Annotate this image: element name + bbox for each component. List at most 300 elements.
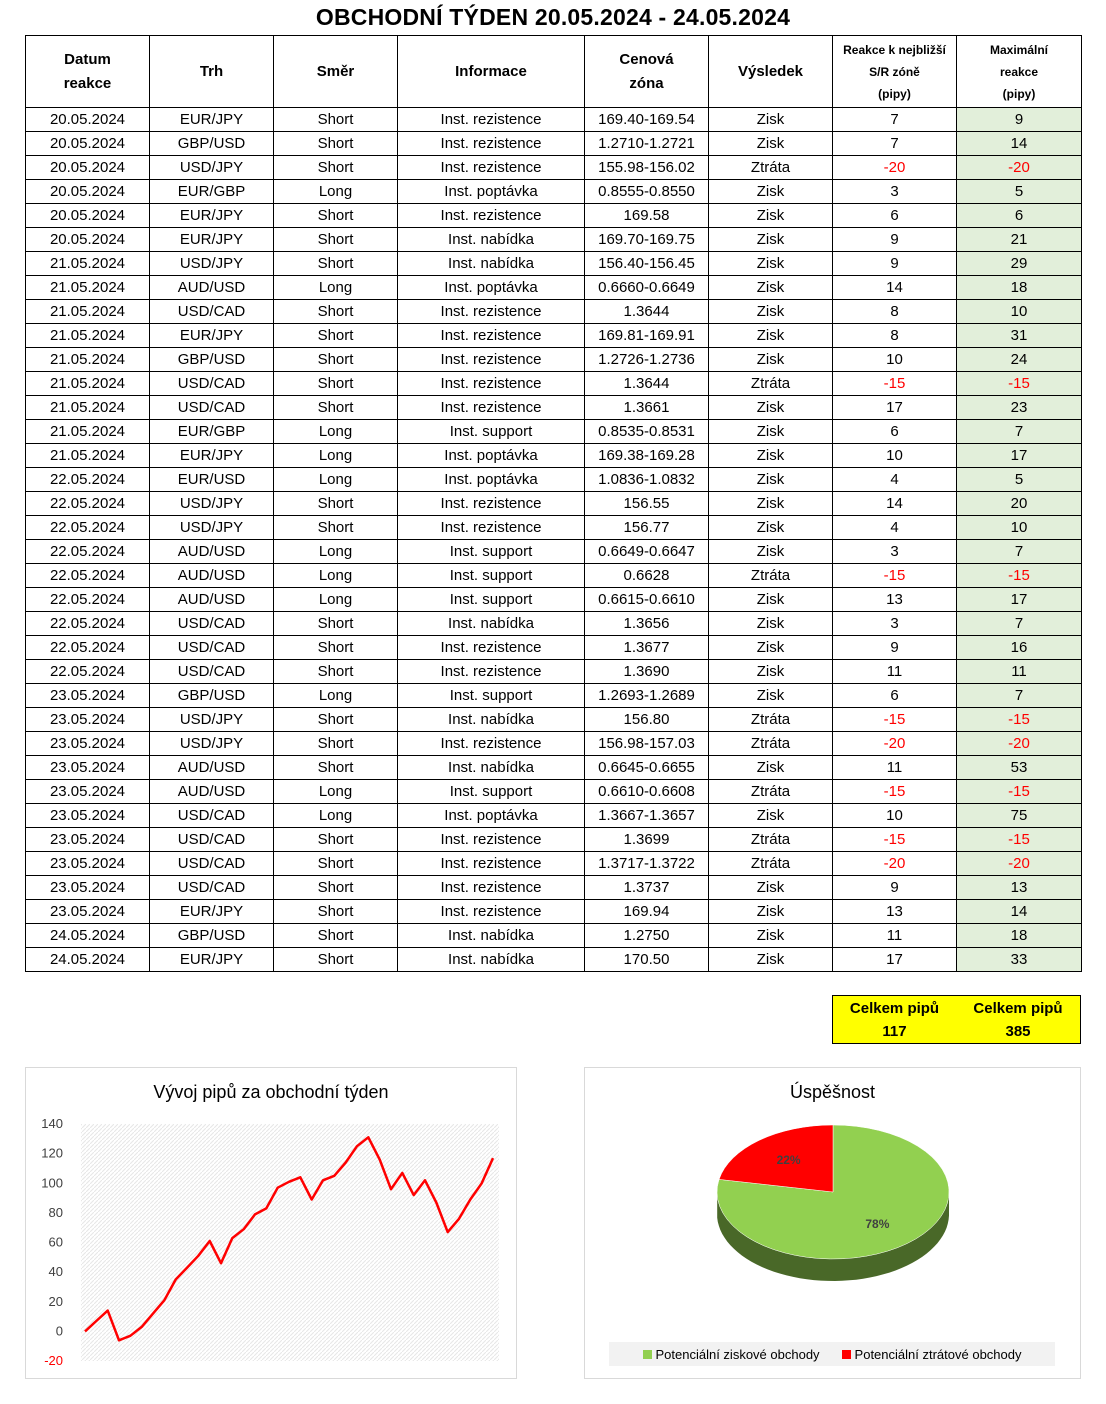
- cell-result: Zisk: [709, 108, 833, 132]
- cell-date: 22.05.2024: [26, 588, 150, 612]
- cell-max-reaction: -15: [957, 828, 1082, 852]
- y-tick-label: 60: [48, 1234, 63, 1250]
- cell-info: Inst. rezistence: [398, 900, 585, 924]
- cell-market: USD/JPY: [150, 492, 274, 516]
- cell-market: AUD/USD: [150, 564, 274, 588]
- header-market: Trh: [150, 36, 274, 108]
- cell-info: Inst. poptávka: [398, 276, 585, 300]
- cell-date: 21.05.2024: [26, 276, 150, 300]
- cell-result: Zisk: [709, 444, 833, 468]
- cell-zone: 156.77: [585, 516, 709, 540]
- cell-info: Inst. nabídka: [398, 252, 585, 276]
- cell-result: Zisk: [709, 132, 833, 156]
- cell-result: Zisk: [709, 492, 833, 516]
- cell-zone: 0.6645-0.6655: [585, 756, 709, 780]
- cell-direction: Short: [274, 828, 398, 852]
- cell-zone: 169.40-169.54: [585, 108, 709, 132]
- cell-max-reaction: 20: [957, 492, 1082, 516]
- cell-reaction: -15: [833, 708, 957, 732]
- table-row: [26, 300, 1082, 324]
- table-row: [26, 780, 1082, 804]
- cell-date: 21.05.2024: [26, 420, 150, 444]
- cell-date: 23.05.2024: [26, 732, 150, 756]
- cell-reaction: -20: [833, 852, 957, 876]
- cell-result: Ztráta: [709, 780, 833, 804]
- header-max-reaction: Maximální reakce (pipy): [957, 36, 1082, 108]
- line-chart-svg: [26, 1068, 518, 1380]
- line-chart: [25, 1067, 517, 1379]
- cell-market: GBP/USD: [150, 684, 274, 708]
- cell-max-reaction: 23: [957, 396, 1082, 420]
- cell-date: 21.05.2024: [26, 444, 150, 468]
- cell-reaction: 14: [833, 492, 957, 516]
- cell-zone: 1.3644: [585, 372, 709, 396]
- cell-zone: 0.6649-0.6647: [585, 540, 709, 564]
- cell-result: Zisk: [709, 228, 833, 252]
- total-reaction-label: Celkem pipů: [849, 1000, 940, 1017]
- cell-result: Zisk: [709, 252, 833, 276]
- cell-market: AUD/USD: [150, 756, 274, 780]
- cell-date: 23.05.2024: [26, 900, 150, 924]
- cell-info: Inst. support: [398, 540, 585, 564]
- cell-max-reaction: -15: [957, 780, 1082, 804]
- cell-max-reaction: -20: [957, 732, 1082, 756]
- table-row: [26, 900, 1082, 924]
- cell-max-reaction: 13: [957, 876, 1082, 900]
- cell-direction: Long: [274, 588, 398, 612]
- cell-max-reaction: 29: [957, 252, 1082, 276]
- cell-max-reaction: -20: [957, 156, 1082, 180]
- table-row: [26, 228, 1082, 252]
- cell-date: 20.05.2024: [26, 204, 150, 228]
- cell-info: Inst. support: [398, 564, 585, 588]
- y-tick-label: 120: [41, 1145, 63, 1161]
- pie-chart-svg: [585, 1068, 1082, 1380]
- cell-direction: Short: [274, 708, 398, 732]
- cell-max-reaction: 14: [957, 132, 1082, 156]
- cell-result: Zisk: [709, 420, 833, 444]
- cell-market: USD/CAD: [150, 660, 274, 684]
- cell-market: EUR/JPY: [150, 948, 274, 972]
- cell-direction: Long: [274, 564, 398, 588]
- cell-max-reaction: 18: [957, 276, 1082, 300]
- cell-info: Inst. rezistence: [398, 132, 585, 156]
- cell-market: USD/JPY: [150, 516, 274, 540]
- cell-zone: 169.58: [585, 204, 709, 228]
- cell-result: Zisk: [709, 180, 833, 204]
- header-row: [26, 36, 1082, 108]
- cell-reaction: 4: [833, 468, 957, 492]
- cell-info: Inst. rezistence: [398, 396, 585, 420]
- cell-direction: Long: [274, 468, 398, 492]
- header-date: Datum reakce: [26, 36, 150, 108]
- cell-market: EUR/JPY: [150, 900, 274, 924]
- table-row: [26, 252, 1082, 276]
- cell-result: Zisk: [709, 684, 833, 708]
- table-row: [26, 756, 1082, 780]
- cell-result: Zisk: [709, 876, 833, 900]
- cell-reaction: 6: [833, 204, 957, 228]
- cell-market: EUR/JPY: [150, 228, 274, 252]
- cell-max-reaction: -20: [957, 852, 1082, 876]
- table-row: [26, 612, 1082, 636]
- cell-info: Inst. nabídka: [398, 756, 585, 780]
- cell-reaction: 10: [833, 444, 957, 468]
- cell-max-reaction: 10: [957, 300, 1082, 324]
- y-tick-label: 40: [48, 1264, 63, 1280]
- cell-zone: 170.50: [585, 948, 709, 972]
- cell-date: 22.05.2024: [26, 660, 150, 684]
- cell-result: Zisk: [709, 924, 833, 948]
- cell-zone: 0.6660-0.6649: [585, 276, 709, 300]
- cell-market: EUR/GBP: [150, 180, 274, 204]
- cell-zone: 1.2710-1.2721: [585, 132, 709, 156]
- cell-info: Inst. support: [398, 588, 585, 612]
- cell-info: Inst. rezistence: [398, 828, 585, 852]
- cell-direction: Short: [274, 516, 398, 540]
- header-zone: Cenová zóna: [585, 36, 709, 108]
- header-direction: Směr: [274, 36, 398, 108]
- table-row: [26, 444, 1082, 468]
- cell-max-reaction: 24: [957, 348, 1082, 372]
- cell-result: Ztráta: [709, 708, 833, 732]
- cell-direction: Short: [274, 876, 398, 900]
- cell-max-reaction: 17: [957, 444, 1082, 468]
- y-tick-label: 20: [48, 1293, 63, 1309]
- table-row: [26, 852, 1082, 876]
- y-tick-label: 140: [41, 1116, 63, 1131]
- cell-result: Zisk: [709, 276, 833, 300]
- cell-result: Ztráta: [709, 828, 833, 852]
- cell-zone: 1.2693-1.2689: [585, 684, 709, 708]
- cell-zone: 1.3690: [585, 660, 709, 684]
- cell-info: Inst. nabídka: [398, 924, 585, 948]
- cell-info: Inst. nabídka: [398, 948, 585, 972]
- cell-reaction: -15: [833, 780, 957, 804]
- cell-reaction: -20: [833, 156, 957, 180]
- cell-result: Zisk: [709, 660, 833, 684]
- total-reaction-value: 117: [882, 1023, 907, 1040]
- cell-direction: Short: [274, 228, 398, 252]
- table-row: [26, 180, 1082, 204]
- cell-reaction: 9: [833, 252, 957, 276]
- pie-label-loss: 22%: [776, 1153, 801, 1167]
- table-row: [26, 804, 1082, 828]
- cell-market: EUR/JPY: [150, 204, 274, 228]
- cell-max-reaction: 5: [957, 180, 1082, 204]
- legend-label-win: Potenciální ziskové obchody: [655, 1346, 820, 1362]
- cell-market: EUR/JPY: [150, 324, 274, 348]
- cell-reaction: 9: [833, 876, 957, 900]
- cell-result: Zisk: [709, 468, 833, 492]
- cell-info: Inst. poptávka: [398, 804, 585, 828]
- cell-market: USD/CAD: [150, 828, 274, 852]
- cell-result: Ztráta: [709, 564, 833, 588]
- cell-market: AUD/USD: [150, 780, 274, 804]
- cell-max-reaction: 9: [957, 108, 1082, 132]
- cell-info: Inst. nabídka: [398, 228, 585, 252]
- cell-result: Zisk: [709, 588, 833, 612]
- cell-market: USD/CAD: [150, 804, 274, 828]
- cell-reaction: 8: [833, 324, 957, 348]
- pie-legend: [609, 1342, 1055, 1366]
- cell-direction: Short: [274, 324, 398, 348]
- cell-date: 23.05.2024: [26, 828, 150, 852]
- table-row: [26, 684, 1082, 708]
- cell-result: Zisk: [709, 540, 833, 564]
- cell-info: Inst. rezistence: [398, 372, 585, 396]
- cell-max-reaction: 6: [957, 204, 1082, 228]
- cell-direction: Short: [274, 300, 398, 324]
- cell-date: 21.05.2024: [26, 300, 150, 324]
- cell-date: 20.05.2024: [26, 132, 150, 156]
- table-row: [26, 876, 1082, 900]
- cell-market: USD/CAD: [150, 852, 274, 876]
- cell-reaction: 3: [833, 180, 957, 204]
- table-row: [26, 132, 1082, 156]
- table-row: [26, 276, 1082, 300]
- cell-direction: Long: [274, 684, 398, 708]
- table-row: [26, 348, 1082, 372]
- cell-result: Zisk: [709, 636, 833, 660]
- cell-max-reaction: 53: [957, 756, 1082, 780]
- cell-zone: 0.8535-0.8531: [585, 420, 709, 444]
- cell-max-reaction: 18: [957, 924, 1082, 948]
- legend-item-loss: [842, 1347, 1022, 1362]
- table-row: [26, 516, 1082, 540]
- cell-date: 20.05.2024: [26, 180, 150, 204]
- y-tick-label: 0: [55, 1323, 63, 1339]
- total-max-label: Celkem pipů: [973, 1000, 1063, 1017]
- cell-info: Inst. support: [398, 420, 585, 444]
- y-tick-label: 100: [41, 1175, 63, 1191]
- cell-date: 21.05.2024: [26, 252, 150, 276]
- cell-reaction: -15: [833, 828, 957, 852]
- cell-result: Zisk: [709, 756, 833, 780]
- cell-direction: Long: [274, 276, 398, 300]
- cell-zone: 0.8555-0.8550: [585, 180, 709, 204]
- cell-info: Inst. poptávka: [398, 468, 585, 492]
- cell-date: 21.05.2024: [26, 396, 150, 420]
- cell-market: USD/CAD: [150, 300, 274, 324]
- cell-market: USD/JPY: [150, 708, 274, 732]
- cell-zone: 1.3656: [585, 612, 709, 636]
- cell-reaction: 13: [833, 588, 957, 612]
- table-row: [26, 708, 1082, 732]
- cell-info: Inst. rezistence: [398, 324, 585, 348]
- cell-result: Zisk: [709, 204, 833, 228]
- cell-info: Inst. rezistence: [398, 204, 585, 228]
- cell-direction: Short: [274, 852, 398, 876]
- cell-reaction: 17: [833, 948, 957, 972]
- cell-max-reaction: 31: [957, 324, 1082, 348]
- cell-market: AUD/USD: [150, 540, 274, 564]
- cell-direction: Short: [274, 132, 398, 156]
- cell-zone: 1.3644: [585, 300, 709, 324]
- cell-date: 22.05.2024: [26, 636, 150, 660]
- cell-max-reaction: 7: [957, 420, 1082, 444]
- cell-market: EUR/JPY: [150, 108, 274, 132]
- cell-zone: 156.80: [585, 708, 709, 732]
- cell-date: 22.05.2024: [26, 540, 150, 564]
- table-row: [26, 396, 1082, 420]
- cell-max-reaction: -15: [957, 564, 1082, 588]
- cell-info: Inst. rezistence: [398, 876, 585, 900]
- cell-reaction: -20: [833, 732, 957, 756]
- cell-info: Inst. rezistence: [398, 732, 585, 756]
- cell-info: Inst. rezistence: [398, 660, 585, 684]
- cell-market: USD/JPY: [150, 156, 274, 180]
- total-reaction-box: [832, 995, 957, 1044]
- cell-zone: 1.2726-1.2736: [585, 348, 709, 372]
- cell-reaction: 14: [833, 276, 957, 300]
- cell-max-reaction: 21: [957, 228, 1082, 252]
- cell-reaction: 11: [833, 924, 957, 948]
- cell-info: Inst. rezistence: [398, 108, 585, 132]
- cell-date: 21.05.2024: [26, 372, 150, 396]
- table-row: [26, 924, 1082, 948]
- cell-reaction: 11: [833, 660, 957, 684]
- cell-reaction: 7: [833, 132, 957, 156]
- cell-date: 20.05.2024: [26, 108, 150, 132]
- cell-direction: Long: [274, 420, 398, 444]
- legend-label-loss: Potenciální ztrátové obchody: [854, 1346, 1022, 1362]
- cell-date: 22.05.2024: [26, 612, 150, 636]
- cell-max-reaction: 33: [957, 948, 1082, 972]
- cell-date: 23.05.2024: [26, 804, 150, 828]
- cell-info: Inst. nabídka: [398, 612, 585, 636]
- cell-direction: Short: [274, 204, 398, 228]
- cell-reaction: 4: [833, 516, 957, 540]
- cell-market: USD/CAD: [150, 612, 274, 636]
- cell-market: USD/CAD: [150, 372, 274, 396]
- cell-direction: Short: [274, 396, 398, 420]
- cell-zone: 156.40-156.45: [585, 252, 709, 276]
- table-row: [26, 948, 1082, 972]
- cell-zone: 1.3677: [585, 636, 709, 660]
- cell-reaction: 17: [833, 396, 957, 420]
- cell-date: 23.05.2024: [26, 780, 150, 804]
- cell-info: Inst. support: [398, 780, 585, 804]
- cell-info: Inst. rezistence: [398, 516, 585, 540]
- table-row: [26, 372, 1082, 396]
- cell-direction: Short: [274, 492, 398, 516]
- table-row: [26, 108, 1082, 132]
- cell-max-reaction: -15: [957, 372, 1082, 396]
- cell-reaction: -15: [833, 564, 957, 588]
- cell-max-reaction: 7: [957, 612, 1082, 636]
- pie-label-win: 78%: [865, 1217, 890, 1231]
- cell-market: GBP/USD: [150, 132, 274, 156]
- cell-market: EUR/USD: [150, 468, 274, 492]
- cell-zone: 1.3661: [585, 396, 709, 420]
- cell-reaction: -15: [833, 372, 957, 396]
- cell-info: Inst. support: [398, 684, 585, 708]
- table-row: [26, 156, 1082, 180]
- table-row: [26, 660, 1082, 684]
- table-row: [26, 588, 1082, 612]
- cell-date: 22.05.2024: [26, 516, 150, 540]
- table-row: [26, 420, 1082, 444]
- cell-direction: Short: [274, 348, 398, 372]
- cell-reaction: 11: [833, 756, 957, 780]
- y-tick-label: 80: [48, 1204, 63, 1220]
- table-row: [26, 468, 1082, 492]
- cell-max-reaction: 16: [957, 636, 1082, 660]
- total-max-box: [956, 995, 1081, 1044]
- cell-info: Inst. rezistence: [398, 348, 585, 372]
- cell-reaction: 13: [833, 900, 957, 924]
- table-body: [26, 108, 1082, 972]
- cell-result: Zisk: [709, 324, 833, 348]
- cell-direction: Long: [274, 804, 398, 828]
- cell-zone: 169.38-169.28: [585, 444, 709, 468]
- cell-max-reaction: 7: [957, 540, 1082, 564]
- table-row: [26, 492, 1082, 516]
- header-result: Výsledek: [709, 36, 833, 108]
- cell-zone: 156.98-157.03: [585, 732, 709, 756]
- cell-reaction: 3: [833, 612, 957, 636]
- cell-market: USD/CAD: [150, 876, 274, 900]
- cell-info: Inst. rezistence: [398, 492, 585, 516]
- cell-zone: 1.3737: [585, 876, 709, 900]
- cell-reaction: 9: [833, 228, 957, 252]
- cell-date: 21.05.2024: [26, 348, 150, 372]
- cell-date: 22.05.2024: [26, 564, 150, 588]
- cell-reaction: 3: [833, 540, 957, 564]
- pie-chart: [584, 1067, 1081, 1379]
- cell-market: AUD/USD: [150, 588, 274, 612]
- cell-max-reaction: 75: [957, 804, 1082, 828]
- cell-reaction: 6: [833, 420, 957, 444]
- cell-info: Inst. poptávka: [398, 444, 585, 468]
- cell-zone: 1.3667-1.3657: [585, 804, 709, 828]
- cell-zone: 156.55: [585, 492, 709, 516]
- cell-info: Inst. rezistence: [398, 300, 585, 324]
- cell-date: 23.05.2024: [26, 708, 150, 732]
- cell-zone: 0.6610-0.6608: [585, 780, 709, 804]
- cell-direction: Short: [274, 636, 398, 660]
- cell-zone: 1.0836-1.0832: [585, 468, 709, 492]
- cell-zone: 169.81-169.91: [585, 324, 709, 348]
- cell-date: 23.05.2024: [26, 876, 150, 900]
- cell-market: AUD/USD: [150, 276, 274, 300]
- cell-date: 24.05.2024: [26, 948, 150, 972]
- cell-direction: Short: [274, 660, 398, 684]
- cell-result: Zisk: [709, 300, 833, 324]
- table-row: [26, 732, 1082, 756]
- cell-zone: 169.70-169.75: [585, 228, 709, 252]
- table-row: [26, 540, 1082, 564]
- cell-result: Zisk: [709, 396, 833, 420]
- cell-market: GBP/USD: [150, 348, 274, 372]
- header-reaction: Reakce k nejbližší S/R zóně (pipy): [833, 36, 957, 108]
- cell-result: Ztráta: [709, 732, 833, 756]
- cell-market: USD/JPY: [150, 732, 274, 756]
- header-info: Informace: [398, 36, 585, 108]
- cell-info: Inst. nabídka: [398, 708, 585, 732]
- cell-info: Inst. poptávka: [398, 180, 585, 204]
- cell-reaction: 8: [833, 300, 957, 324]
- page-title: OBCHODNÍ TÝDEN 20.05.2024 - 24.05.2024: [315, 4, 791, 30]
- cell-date: 24.05.2024: [26, 924, 150, 948]
- cell-reaction: 10: [833, 804, 957, 828]
- cell-max-reaction: 5: [957, 468, 1082, 492]
- legend-swatch-loss: [842, 1350, 851, 1359]
- table-row: [26, 564, 1082, 588]
- cell-direction: Short: [274, 924, 398, 948]
- table-row: [26, 828, 1082, 852]
